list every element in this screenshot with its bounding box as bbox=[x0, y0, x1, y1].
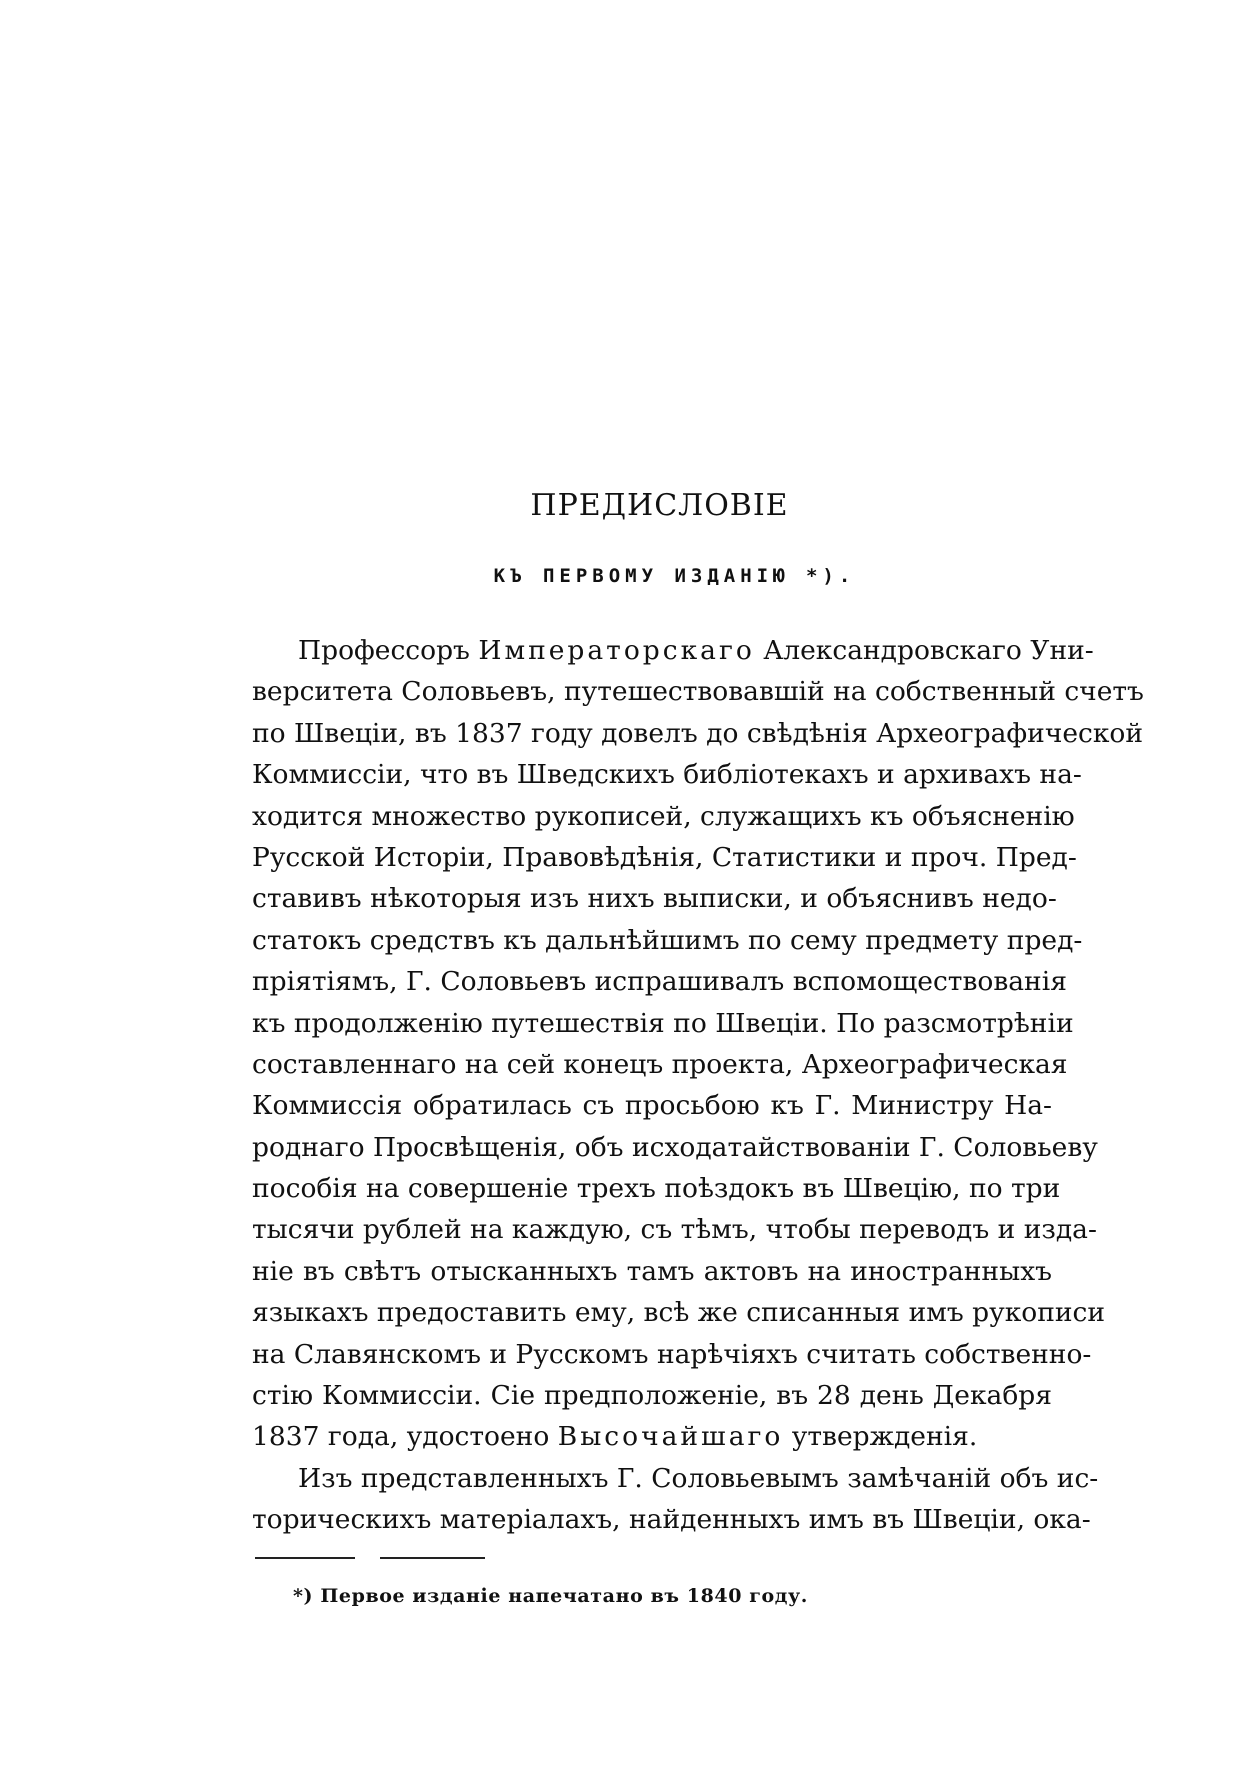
text-line: тысячи рублей на каждую, съ тѣмъ, чтобы переводъ и изда- bbox=[252, 1214, 1097, 1246]
text-line: стію Коммиссіи. Сіе предположеніе, въ 28 день Декабря bbox=[252, 1380, 1052, 1412]
text-line: верситета Соловьевъ, путешествовавшій на собственный счетъ bbox=[252, 676, 1144, 708]
text-line: на Славянскомъ и Русскомъ нарѣчіяхъ считать собственно- bbox=[252, 1338, 1092, 1370]
text-line: языкахъ предоставить ему, всѣ же списанныя имъ рукописи bbox=[252, 1297, 1106, 1329]
footnote-separator bbox=[255, 1555, 495, 1561]
text-line: Коммиссія обратилась съ просьбою къ Г. Министру На- bbox=[252, 1090, 1052, 1122]
text-line: ходится множество рукописей, служащихъ къ объясненію bbox=[252, 800, 1075, 832]
text-line: Коммиссіи, что въ Шведскихъ библіотекахъ и архивахъ на- bbox=[252, 759, 1082, 791]
preface-body bbox=[252, 630, 1144, 1541]
text-line: ставивъ нѣкоторыя изъ нихъ выписки, и объяснивъ недо- bbox=[252, 883, 1057, 915]
footnote-rule-right bbox=[380, 1557, 485, 1559]
text-line: торическихъ матеріалахъ, найденныхъ имъ въ Швеціи, ока- bbox=[252, 1504, 1091, 1536]
text-line: къ продолженію путешествія по Швеціи. По разсмотрѣніи bbox=[252, 1007, 1074, 1039]
text-line: пособія на совершеніе трехъ поѣздокъ въ Швецію, по три bbox=[252, 1173, 1061, 1205]
text-line: Русской Исторіи, Правовѣдѣнія, Статистики и проч. Пред- bbox=[252, 841, 1077, 873]
footnote: *) Первое изданіе напечатано въ 1840 году. bbox=[293, 1585, 809, 1607]
text-line: роднаго Просвѣщенія, объ исходатайствованіи Г. Соловьеву bbox=[252, 1131, 1098, 1163]
footnote-rule-left bbox=[255, 1557, 355, 1559]
text-line: составленнаго на сей конецъ проекта, Археографическая bbox=[252, 1048, 1068, 1080]
page-title: ПРЕДИСЛОВІЕ bbox=[530, 488, 789, 523]
text-line: 1837 года, удостоено Высочайшаго утвержденія. bbox=[252, 1421, 978, 1453]
text-line: ніе въ свѣтъ отысканныхъ тамъ актовъ на иностранныхъ bbox=[252, 1255, 1052, 1287]
page-subtitle: КЪ ПЕРВОМУ ИЗДАНІЮ *). bbox=[493, 565, 856, 587]
text-line: пріятіямъ, Г. Соловьевъ испрашивалъ вспомоществованія bbox=[252, 966, 1067, 998]
text-line: Профессоръ Императорскаго Александровскаго Уни- bbox=[298, 635, 1094, 666]
text-line: Изъ представленныхъ Г. Соловьевымъ замѣчаній объ ис- bbox=[298, 1462, 1099, 1494]
text-line: по Швеціи, въ 1837 году довелъ до свѣдѣнія Археографической bbox=[252, 717, 1144, 749]
text-line: статокъ средствъ къ дальнѣйшимъ по сему предмету пред- bbox=[252, 924, 1083, 956]
